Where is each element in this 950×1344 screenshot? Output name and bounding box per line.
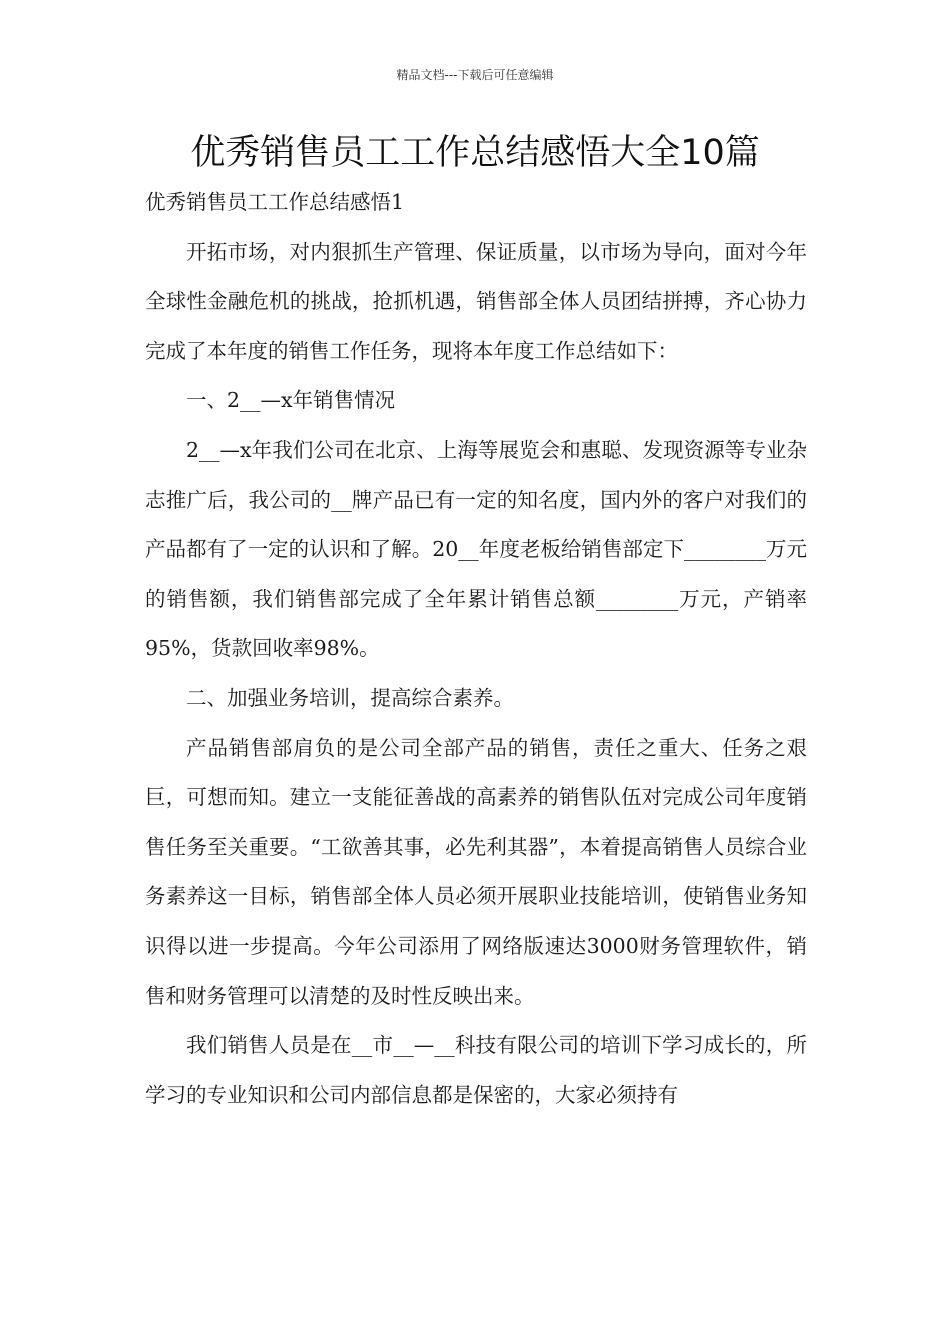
header-note: 精品文档---下载后可任意编辑 [396,68,554,82]
document-title: 优秀销售员工工作总结感悟大全10篇 [190,133,760,173]
section-heading-training: 二、加强业务培训，提高综合素养。 [186,685,514,710]
paragraph-sales: 2__—x年我们公司在北京、上海等展览会和惠聪、发现资源等专业杂志推广后，我公司的__牌产品已有一定的知名度，国内外的客户对我们的产品都有了一定的认识和了解。20__年度老板给销售部定下________万元的销售额，我们销售部完成了全年累计销售总额________万元，产销率95%，货款回收率98%。 [145,437,807,661]
section-heading-sales: 一、2__—x年销售情况 [186,388,396,413]
paragraph-intro: 开拓市场，对内狠抓生产管理、保证质量，以市场为导向，面对今年全球性金融危机的挑战，抢抓机遇，销售部全体人员团结拼搏，齐心协力完成了本年度的销售工作任务，现将本年度工作总结如下： [145,239,807,363]
paragraph-training: 产品销售部肩负的是公司全部产品的销售，责任之重大、任务之艰巨，可想而知。建立一支能征善战的高素养的销售队伍对完成公司年度销售任务至关重要。“工欲善其事，必先利其器”，本着提高销售人员综合业务素养这一目标，销售部全体人员必须开展职业技能培训，使销售业务知识得以进一步提高。今年公司添用了网络版速达3000财务管理软件，销售和财务管理可以清楚的及时性反映出来。 [145,735,807,1008]
section-subtitle: 优秀销售员工工作总结感悟1 [145,190,405,214]
paragraph-staff: 我们销售人员是在__市__—__科技有限公司的培训下学习成长的，所学习的专业知识和公司内部信息都是保密的，大家必须持有 [145,1033,807,1107]
document-body [145,178,807,1120]
